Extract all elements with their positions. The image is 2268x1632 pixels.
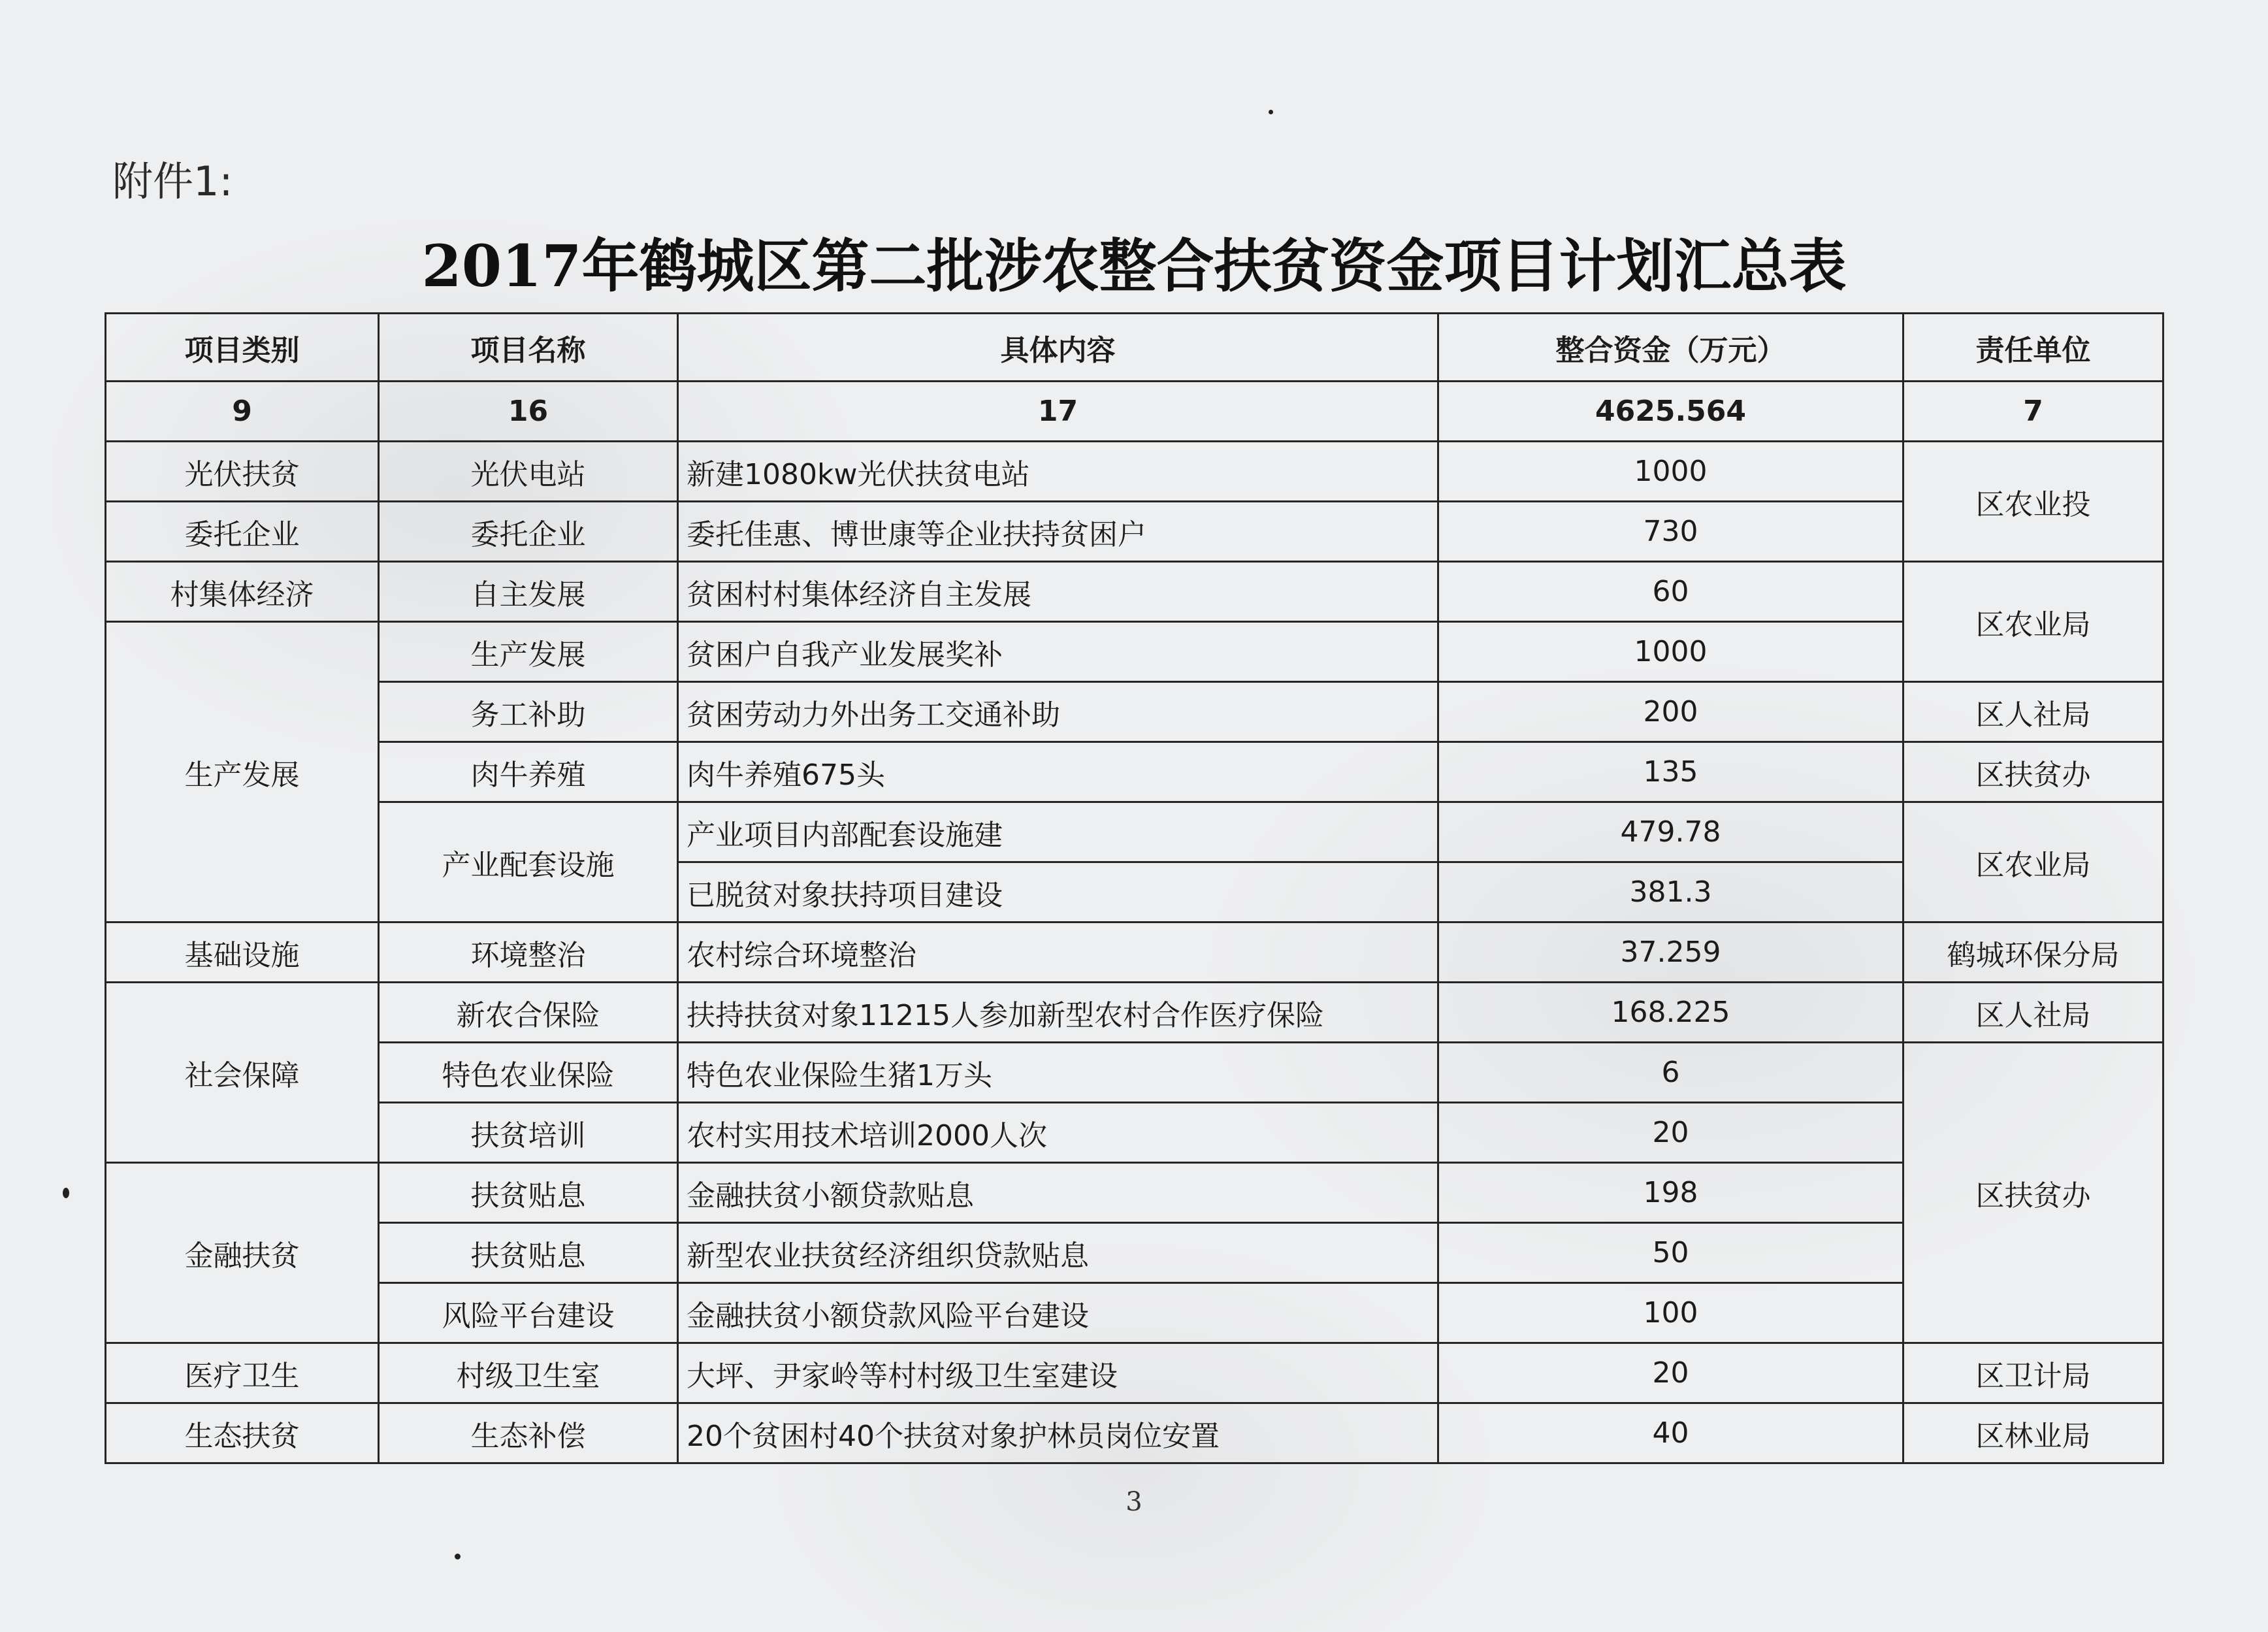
funds-cell: 1000 xyxy=(1438,442,1904,502)
table-row xyxy=(106,983,2163,1043)
content-cell: 农村综合环境整治 xyxy=(678,922,1438,983)
table-row xyxy=(106,802,2163,862)
category-cell: 生产发展 xyxy=(106,622,379,922)
unit-cell: 鹤城环保分局 xyxy=(1904,922,2163,983)
header-funds: 整合资金（万元） xyxy=(1438,314,1904,382)
table-row xyxy=(106,622,2163,682)
category-cell: 医疗卫生 xyxy=(106,1343,379,1403)
total-category-count: 9 xyxy=(106,382,379,442)
scan-speck xyxy=(63,1188,69,1198)
funds-cell: 198 xyxy=(1438,1163,1904,1223)
table-row xyxy=(106,742,2163,802)
content-cell: 贫困村村集体经济自主发展 xyxy=(678,562,1438,622)
category-cell: 生态扶贫 xyxy=(106,1403,379,1463)
project-name-cell: 新农合保险 xyxy=(379,983,678,1043)
table-row xyxy=(106,442,2163,502)
table-row xyxy=(106,562,2163,622)
funds-cell: 200 xyxy=(1438,682,1904,742)
table-row xyxy=(106,1403,2163,1463)
category-cell: 基础设施 xyxy=(106,922,379,983)
funds-cell: 730 xyxy=(1438,502,1904,562)
header-content: 具体内容 xyxy=(678,314,1438,382)
unit-cell: 区农业局 xyxy=(1904,802,2163,922)
category-cell: 村集体经济 xyxy=(106,562,379,622)
category-cell: 社会保障 xyxy=(106,983,379,1163)
funds-cell: 20 xyxy=(1438,1343,1904,1403)
category-cell: 金融扶贫 xyxy=(106,1163,379,1343)
project-name-cell: 扶贫贴息 xyxy=(379,1223,678,1283)
project-name-cell: 光伏电站 xyxy=(379,442,678,502)
table-row xyxy=(106,922,2163,983)
content-cell: 金融扶贫小额贷款风险平台建设 xyxy=(678,1283,1438,1343)
table-row xyxy=(106,1223,2163,1283)
project-name-cell: 环境整治 xyxy=(379,922,678,983)
unit-cell: 区人社局 xyxy=(1904,682,2163,742)
content-cell: 贫困劳动力外出务工交通补助 xyxy=(678,682,1438,742)
total-funds: 4625.564 xyxy=(1438,382,1904,442)
funds-cell: 6 xyxy=(1438,1043,1904,1103)
header-category: 项目类别 xyxy=(106,314,379,382)
project-name-cell: 自主发展 xyxy=(379,562,678,622)
funds-cell: 60 xyxy=(1438,562,1904,622)
content-cell: 新型农业扶贫经济组织贷款贴息 xyxy=(678,1223,1438,1283)
project-name-cell: 生产发展 xyxy=(379,622,678,682)
category-cell: 光伏扶贫 xyxy=(106,442,379,502)
unit-cell: 区扶贫办 xyxy=(1904,1043,2163,1343)
content-cell: 农村实用技术培训2000人次 xyxy=(678,1103,1438,1163)
totals-row xyxy=(106,382,2163,442)
unit-cell: 区林业局 xyxy=(1904,1403,2163,1463)
table-row xyxy=(106,1103,2163,1163)
table-row xyxy=(106,1163,2163,1223)
content-cell: 贫困户自我产业发展奖补 xyxy=(678,622,1438,682)
table-row xyxy=(106,1043,2163,1103)
funds-cell: 50 xyxy=(1438,1223,1904,1283)
funds-cell: 1000 xyxy=(1438,622,1904,682)
header-unit: 责任单位 xyxy=(1904,314,2163,382)
funds-cell: 381.3 xyxy=(1438,862,1904,922)
funds-cell: 135 xyxy=(1438,742,1904,802)
scan-speck xyxy=(455,1554,461,1559)
document-title: 2017年鹤城区第二批涉农整合扶贫资金项目计划汇总表 xyxy=(421,232,1847,300)
unit-cell: 区农业投 xyxy=(1904,442,2163,562)
total-content-count: 17 xyxy=(678,382,1438,442)
funds-cell: 479.78 xyxy=(1438,802,1904,862)
table-row xyxy=(106,1343,2163,1403)
content-cell: 产业项目内部配套设施建 xyxy=(678,802,1438,862)
table-row xyxy=(106,502,2163,562)
funds-cell: 40 xyxy=(1438,1403,1904,1463)
content-cell: 肉牛养殖675头 xyxy=(678,742,1438,802)
project-name-cell: 务工补助 xyxy=(379,682,678,742)
page-number: 3 xyxy=(1126,1487,1142,1517)
table-row xyxy=(106,1283,2163,1343)
unit-cell: 区扶贫办 xyxy=(1904,742,2163,802)
project-name-cell: 扶贫贴息 xyxy=(379,1163,678,1223)
total-name-count: 16 xyxy=(379,382,678,442)
project-name-cell: 委托企业 xyxy=(379,502,678,562)
attachment-label: 附件1: xyxy=(112,157,233,205)
funds-cell: 20 xyxy=(1438,1103,1904,1163)
content-cell: 特色农业保险生猪1万头 xyxy=(678,1043,1438,1103)
content-cell: 委托佳惠、博世康等企业扶持贫困户 xyxy=(678,502,1438,562)
content-cell: 新建1080kw光伏扶贫电站 xyxy=(678,442,1438,502)
funds-cell: 168.225 xyxy=(1438,983,1904,1043)
content-cell: 大坪、尹家岭等村村级卫生室建设 xyxy=(678,1343,1438,1403)
content-cell: 扶持扶贫对象11215人参加新型农村合作医疗保险 xyxy=(678,983,1438,1043)
project-name-cell: 肉牛养殖 xyxy=(379,742,678,802)
unit-cell: 区人社局 xyxy=(1904,983,2163,1043)
table-row xyxy=(106,682,2163,742)
unit-cell: 区农业局 xyxy=(1904,562,2163,682)
summary-table xyxy=(105,312,2164,1464)
category-cell: 委托企业 xyxy=(106,502,379,562)
unit-cell: 区卫计局 xyxy=(1904,1343,2163,1403)
header-name: 项目名称 xyxy=(379,314,678,382)
funds-cell: 37.259 xyxy=(1438,922,1904,983)
project-name-cell: 扶贫培训 xyxy=(379,1103,678,1163)
project-name-cell: 生态补偿 xyxy=(379,1403,678,1463)
content-cell: 20个贫困村40个扶贫对象护林员岗位安置 xyxy=(678,1403,1438,1463)
funds-cell: 100 xyxy=(1438,1283,1904,1343)
scan-speck xyxy=(1269,110,1273,114)
project-name-cell: 特色农业保险 xyxy=(379,1043,678,1103)
project-name-cell: 风险平台建设 xyxy=(379,1283,678,1343)
total-unit-count: 7 xyxy=(1904,382,2163,442)
project-name-cell: 村级卫生室 xyxy=(379,1343,678,1403)
project-name-cell: 产业配套设施 xyxy=(379,802,678,922)
content-cell: 已脱贫对象扶持项目建设 xyxy=(678,862,1438,922)
content-cell: 金融扶贫小额贷款贴息 xyxy=(678,1163,1438,1223)
header-row xyxy=(106,314,2163,382)
